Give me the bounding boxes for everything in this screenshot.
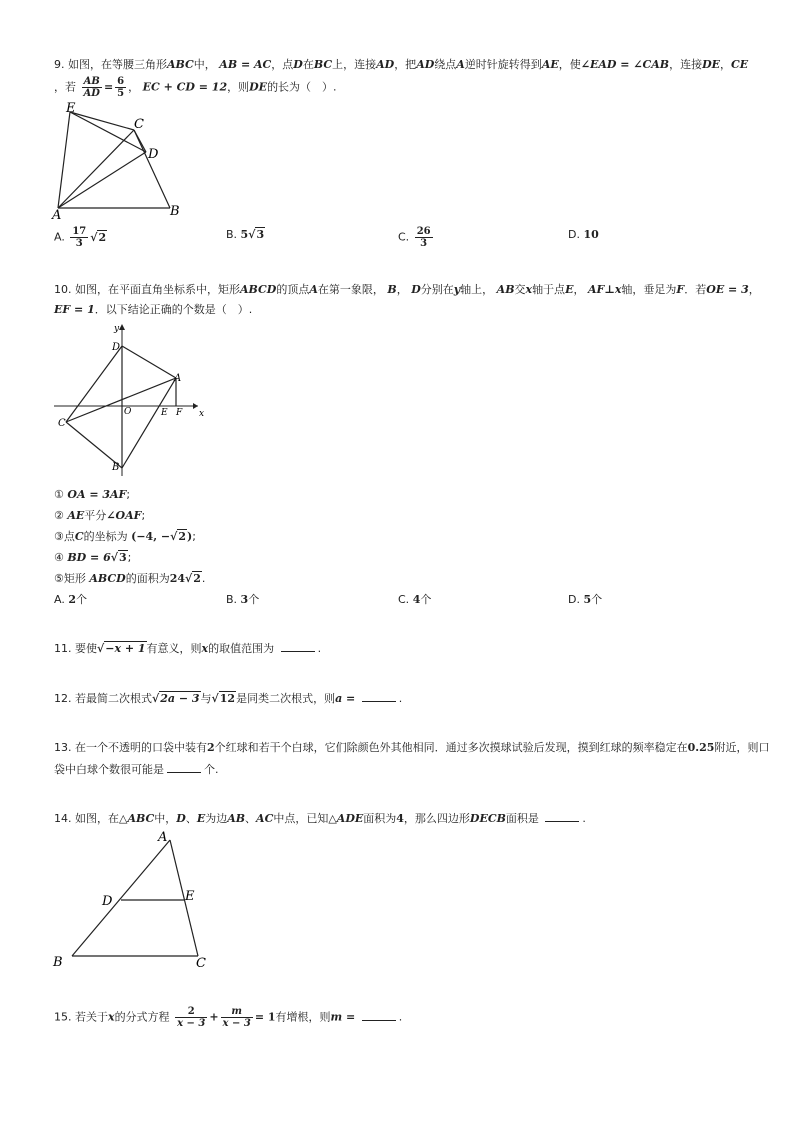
q10-option-d[interactable]: D. 5个 bbox=[568, 593, 603, 606]
q14-label-a: A bbox=[158, 830, 168, 845]
q10-option-a[interactable]: A. 2个 bbox=[54, 593, 87, 606]
q10-label-f: F bbox=[176, 408, 183, 418]
q10-item-1: ① OA = 3AF; bbox=[54, 488, 131, 501]
q13-line1: 13. 在一个不透明的口袋中装有2个红球和若干个白球，它们除颜色外其他相同．通过多次摸球试验后发现，摸到红球的频率稳定在0.25附近，则口 bbox=[54, 741, 770, 754]
q11-number: 11. bbox=[54, 642, 72, 655]
q9-label-a: A bbox=[52, 208, 62, 222]
q12-number: 12. bbox=[54, 692, 72, 705]
q9-label-c: C bbox=[134, 117, 144, 132]
q9-figure bbox=[50, 100, 190, 222]
q14-label-c: C bbox=[196, 956, 206, 971]
q10-label-e: E bbox=[161, 408, 168, 418]
q9-label-e: E bbox=[66, 101, 76, 116]
q10-label-o: O bbox=[124, 407, 132, 417]
q12-line: 12. 若最简二次根式√2a − 3与√12是同类二次根式，则a = . bbox=[54, 692, 403, 705]
q15-line: 15. 若关于x的分式方程 $\frac{2}{x - 3}$ + $\frac{m}{x - 3}$ = 1有增根，则m = . bbox=[54, 1006, 403, 1029]
q10-line2: EF = 1．以下结论正确的个数是（ ）. bbox=[54, 303, 253, 316]
q9-option-c[interactable]: C. $\frac{26}{3}$ bbox=[398, 226, 431, 249]
q10-number: 10. bbox=[54, 283, 72, 296]
q9-line2: ，若 $\frac{AB}{AD}$ = $\frac{6}{5}$ ， EC + CD = 12，则DE的长为（ ）. bbox=[54, 76, 337, 99]
q15-fraction-2: $\frac{m}{x - 3}$ bbox=[222, 1006, 251, 1029]
q12-answer-blank[interactable] bbox=[362, 692, 396, 702]
q10-option-c[interactable]: C. 4个 bbox=[398, 593, 432, 606]
q14-number: 14. bbox=[54, 812, 72, 825]
q10-label-b: B bbox=[112, 462, 120, 473]
q10-label-d: D bbox=[112, 342, 121, 353]
q9-option-d[interactable]: D. 10 bbox=[568, 228, 599, 241]
q10-label-a: A bbox=[174, 373, 182, 384]
q15-fraction-1: $\frac{2}{x - 3}$ bbox=[177, 1006, 206, 1029]
q9-option-b[interactable]: B. 5√3 bbox=[226, 228, 265, 241]
q10-option-b[interactable]: B. 3个 bbox=[226, 593, 260, 606]
q9-option-a[interactable]: A. $\frac{17}{3}$ √2 bbox=[54, 226, 107, 249]
q15-number: 15. bbox=[54, 1010, 72, 1024]
q10-figure bbox=[54, 320, 210, 480]
q13-number: 13. bbox=[54, 741, 72, 754]
q10-label-c: C bbox=[58, 418, 66, 429]
q9-ratio-value: $\frac{6}{5}$ bbox=[117, 76, 125, 99]
q10-item-3: ③点C的坐标为 (−4, −√2); bbox=[54, 530, 196, 543]
q11-line: 11. 要使√−x + 1有意义，则x的取值范围为 . bbox=[54, 642, 322, 655]
q10-item-2: ② AE平分∠OAF; bbox=[54, 509, 146, 522]
q9-label-b: B bbox=[170, 204, 180, 219]
q13-line2: 袋中白球个数很可能是 个. bbox=[54, 763, 219, 776]
q11-answer-blank[interactable] bbox=[281, 642, 315, 652]
q10-line1: 10. 如图，在平面直角坐标系中，矩形ABCD的顶点A在第一象限， B， D分别在y轴上， AB交x轴于点E， AF⊥x轴，垂足为F．若OE = 3， bbox=[54, 283, 760, 296]
q10-label-y: y bbox=[114, 324, 120, 334]
q14-answer-blank[interactable] bbox=[545, 812, 579, 822]
q9-label-d: D bbox=[148, 147, 159, 162]
q10-item-5: ⑤矩形 ABCD的面积为24√2. bbox=[54, 572, 206, 585]
q14-label-d: D bbox=[102, 894, 113, 909]
q14-line: 14. 如图，在△ABC中，D、E为边AB、AC中点，已知△ADE面积为4，那么四边形DECB面积是 . bbox=[54, 812, 586, 825]
q9-number: 9. bbox=[54, 58, 65, 71]
q13-answer-blank[interactable] bbox=[167, 763, 201, 773]
q9-ratio-fraction: $\frac{AB}{AD}$ bbox=[83, 76, 100, 99]
q10-item-4: ④ BD = 6√3; bbox=[54, 551, 132, 564]
q15-answer-blank[interactable] bbox=[362, 1011, 396, 1021]
q14-label-b: B bbox=[53, 955, 63, 970]
q10-label-x: x bbox=[199, 409, 205, 419]
q9-line1: 9. 如图，在等腰三角形ABC中， AB = AC，点D在BC上，连接AD，把AD绕点A逆时针旋转得到AE，使∠EAD = ∠CAB，连接DE，CE bbox=[54, 58, 749, 71]
q14-label-e: E bbox=[185, 889, 195, 904]
q14-figure bbox=[50, 828, 220, 974]
